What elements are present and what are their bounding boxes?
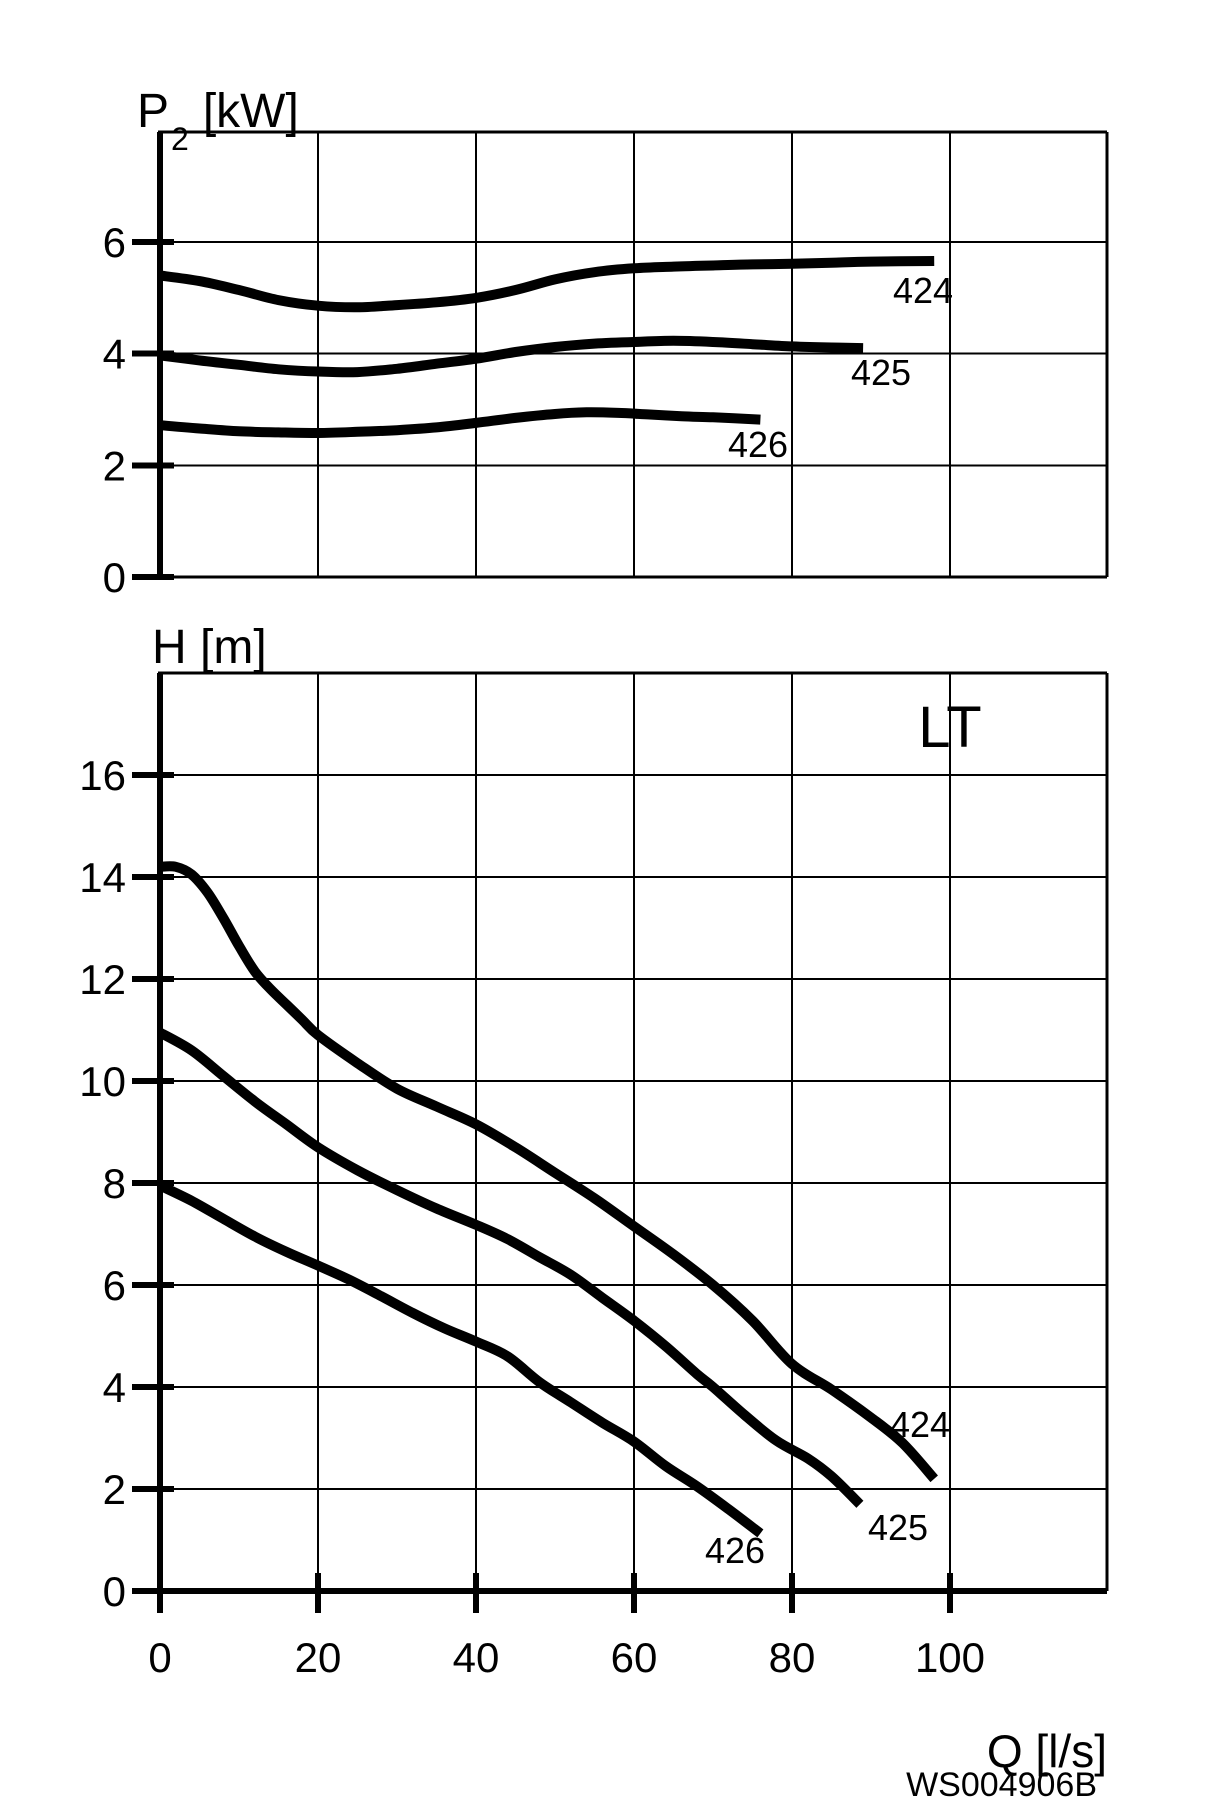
- power-chart-title: [137, 84, 299, 157]
- head-xtick-label-60: 60: [610, 1634, 658, 1681]
- head-xtick-label-40: 40: [452, 1634, 500, 1681]
- head-xtick-label-20: 20: [294, 1634, 342, 1681]
- power-title-unit: [kW]: [202, 85, 299, 138]
- head-ytick-label-2: 2: [102, 1466, 126, 1513]
- power-title-subscript: 2: [171, 120, 189, 157]
- head-xtick-label-80: 80: [768, 1634, 816, 1681]
- head-ytick-label-10: 10: [79, 1058, 126, 1105]
- power-tick-labels: [103, 219, 126, 601]
- power-curve-label-425: 425: [851, 352, 912, 393]
- head-xtick-label-100: 100: [914, 1634, 986, 1681]
- head-ytick-label-16: 16: [79, 752, 126, 799]
- power-chart: [103, 132, 1107, 601]
- power-curve-label-424: 424: [893, 270, 954, 311]
- head-ytick-label-0: 0: [102, 1568, 126, 1615]
- power-curves: [160, 261, 934, 433]
- head-axes: [152, 673, 1107, 1605]
- head-curve-label-425: 425: [868, 1507, 929, 1548]
- head-curves: [160, 866, 934, 1533]
- power-curve-426: [160, 412, 760, 433]
- head-chart: [79, 673, 1107, 1681]
- power-curve-label-426: 426: [728, 424, 789, 465]
- head-curve-426: [160, 1186, 760, 1534]
- drawing-number: WS004906B: [906, 1766, 1097, 1804]
- head-ytick-label-4: 4: [102, 1364, 126, 1411]
- power-curve-425: [160, 341, 863, 372]
- power-ytick-label-6: 6: [102, 219, 126, 267]
- head-curve-label-424: 424: [890, 1404, 951, 1445]
- head-ytick-label-14: 14: [79, 854, 126, 901]
- head-chart-title: H [m]: [152, 621, 267, 674]
- head-ytick-label-8: 8: [102, 1160, 126, 1207]
- lt-corner-label: LT: [918, 695, 982, 760]
- power-ytick-label-0: 0: [102, 554, 126, 601]
- head-xtick-label-0: 0: [148, 1634, 172, 1681]
- head-ticks: [132, 775, 950, 1613]
- power-curve-424: [160, 261, 934, 307]
- head-ytick-label-12: 12: [79, 956, 126, 1003]
- power-ytick-label-2: 2: [102, 442, 126, 490]
- power-title-symbol: P: [137, 85, 170, 138]
- power-gridlines: [160, 132, 1107, 577]
- power-ticks: [132, 242, 174, 577]
- q-axis-label: Q [l/s]: [986, 1725, 1107, 1777]
- head-curve-label-426: 426: [705, 1530, 766, 1571]
- head-ytick-label-6: 6: [102, 1262, 126, 1309]
- power-ytick-label-4: 4: [102, 330, 126, 378]
- head-curve-425: [160, 1033, 860, 1505]
